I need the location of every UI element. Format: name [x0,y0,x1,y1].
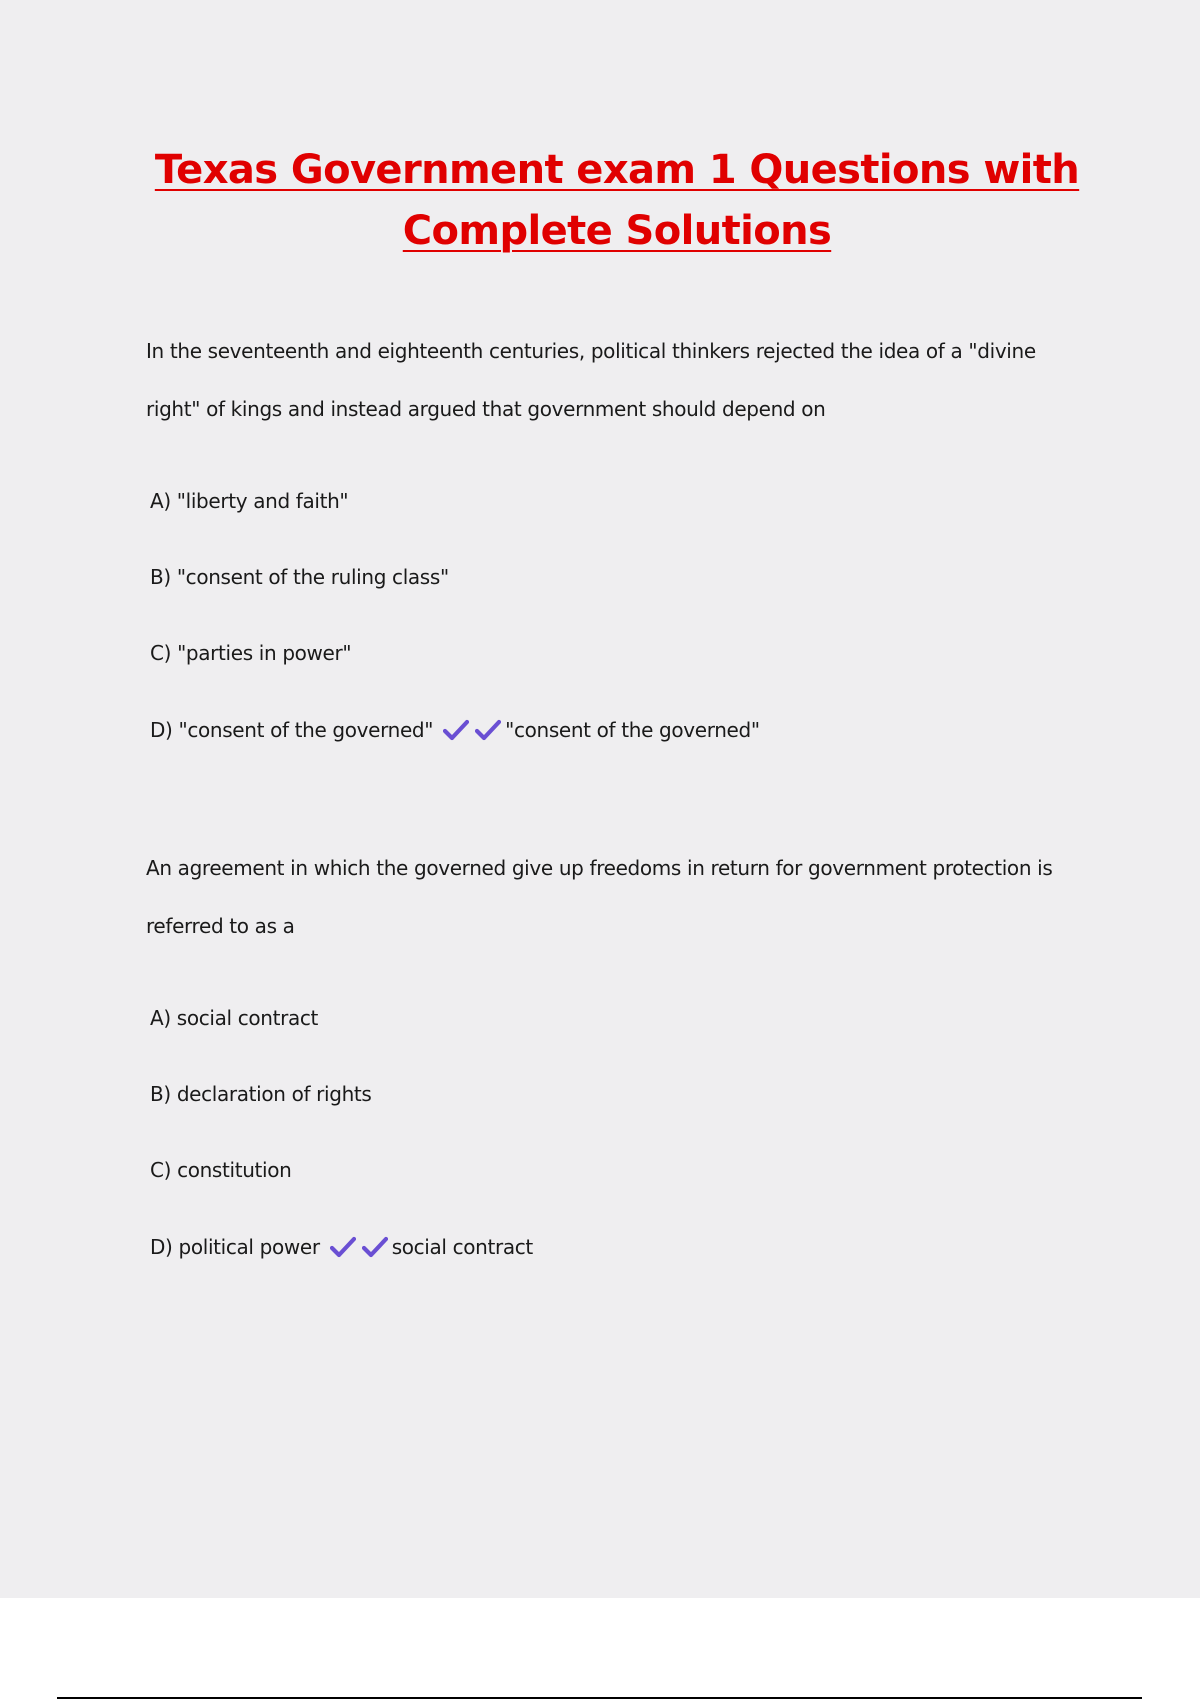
question-text: An agreement in which the governed give up freedoms in return for government protection is referred to as a [146,856,1053,938]
option-b [150,565,449,589]
option-d [150,1235,533,1259]
check-icon [475,719,501,741]
option-c [150,641,351,665]
double-check-icon [330,1236,394,1258]
check-icon [362,1236,388,1258]
check-icon [443,719,469,741]
answer-text: "consent of the governed" [505,718,760,742]
answer-text: social contract [391,1235,533,1259]
option-label: D) political power [150,1235,320,1259]
option-d [150,718,760,742]
option-a [150,489,348,513]
double-check-icon [443,719,507,741]
option-b [150,1082,371,1106]
question-text: In the seventeenth and eighteenth centuries, political thinkers rejected the idea of a "divine right" of kings and instead argued that government should depend on [146,339,1036,421]
option-label: C) "parties in power" [150,641,352,665]
footer-divider [57,1697,1142,1699]
question-2 [146,858,1086,1278]
question-1 [146,341,1086,761]
option-label: B) "consent of the ruling class" [150,565,449,589]
option-label: A) social contract [150,1006,318,1030]
option-label: D) "consent of the governed" [150,718,434,742]
option-c [150,1158,291,1182]
option-a [150,1006,318,1030]
option-label: B) declaration of rights [150,1082,372,1106]
check-icon [330,1236,356,1258]
option-label: C) constitution [150,1158,292,1182]
document-title: Texas Government exam 1 Questions with Complete Solutions [154,147,1080,254]
option-label: A) "liberty and faith" [150,489,349,513]
